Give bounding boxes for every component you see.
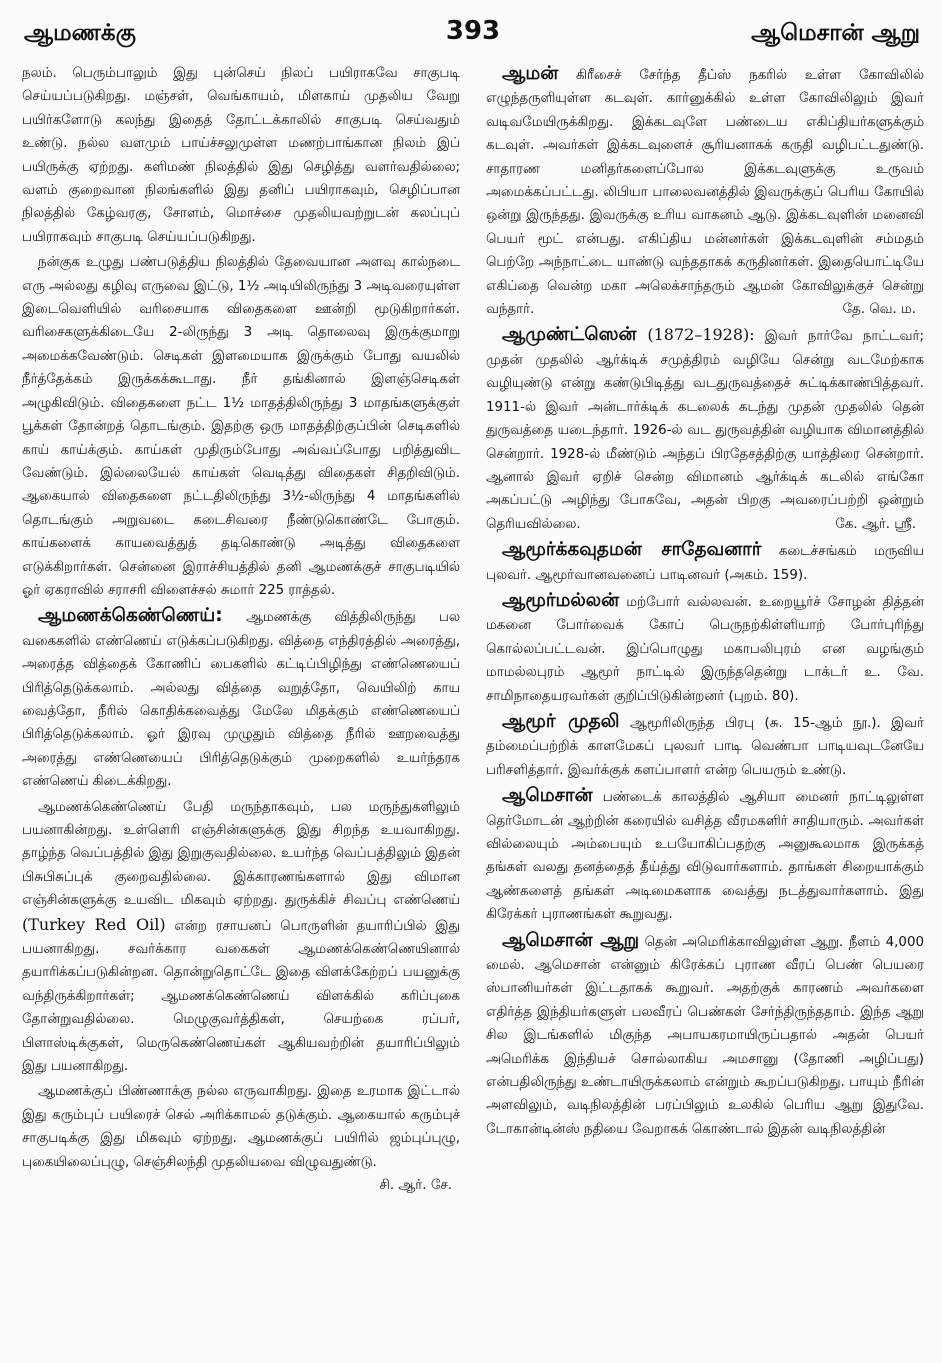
page-header	[22, 14, 924, 62]
paragraph-text: ஆமணக்கெண்ணெய் பேதி மருந்தாகவும், பல மருந்துகளிலும் பயனாகின்றது. உள்ளெரி எஞ்சின்களுக்கு இது சிறந்த உயவாகிறது. தாழ்ந்த வெப்பத்தில் இது இறுகுவதில்லை. உயர்ந்த வெப்பத்திலும் இதன் பிசுபிசுப்புக் குறைவதில்லை. இக்காரணங்களால் இது விமான எஞ்சின்களுக்கு உயவிட மிகவும் ஏற்றது. துருக்கிச் சிவப்பு எண்ணெய்	[22, 799, 460, 909]
paragraph-text: ஆமணக்குப் பிண்ணாக்கு நல்ல எருவாகிறது. இதை உரமாக இட்டால் இது கரும்புப் பயிரைச் செல் அரிக்காமல் தடுக்கும். ஆகையால் கரும்புச் சாகுபடிக்கு இது மிகவும் ஏற்றது. ஆமணக்குப் பயிரில் ஜம்புப்புழு, புகையிலைப்புழு, செஞ்சிலந்தி முதலியவை விழுவதுண்டு.	[22, 1084, 460, 1170]
entry	[486, 710, 924, 782]
entry-dates: (1872–1928):	[636, 325, 755, 345]
author-signature: சி. ஆர். சே.	[379, 1178, 452, 1194]
entry-heading: ஆமன்	[502, 63, 559, 84]
paragraph	[22, 1080, 460, 1194]
entry-heading: ஆமெசான் ஆறு	[502, 929, 640, 951]
entry	[486, 929, 924, 1142]
entry-heading: ஆமூர்க்கவுதமன் சாதேவனார்	[502, 539, 762, 561]
running-head-left: ஆமணக்கு	[24, 20, 136, 46]
paragraph: நலம். பெரும்பாலும் இது புன்செய் நிலப் பயிராகவே சாகுபடி செய்யப்படுகிறது. மஞ்சள், வெங்காயம், மிளகாய் முதலிய வேறு பயிர்களோடு கலந்து இதைத் தோட்டக்காலில் சாகுபடி செய்வதும் உண்டு. நல்ல வளமும் பாய்ச்சலுமுள்ள மணற்பாங்கான நிலம் இப் பயிருக்கு ஏற்றது. களிமண் நிலத்தில் இது செழித்து வளர்வதில்லை; வளம் குறைவான நிலங்களில் இது தனிப் பயிராகவும், செழிப்பான நிலத்தில் கேழ்வரகு, சோளம், மொச்சை முதலியவற்றுடன் கலப்புப் பயிராகவும் சாகுபடி செய்யப்படுகிறது.	[22, 66, 460, 245]
entry	[486, 784, 924, 926]
entry-text: தென் அமெரிக்காவிலுள்ள ஆறு. நீளம் 4,000 மைல். ஆமெசான் என்னும் கிரேக்கப் புராண வீரப் பெண் பெயரை ஸ்பானியர்கள் இட்டதாகக் கூறுவர். அதற்குக் காரணம் அவர்களை எதிர்த்த இந்தியர்களுள் பலவீரப் பெண்கள் சேர்ந்திருந்ததாம். இந்த ஆறு சில இடங்களில் மிகுந்த அபாயகரமாயிருப்பதால் அதன் பெயர் அமெரிக்க இந்தியச் சொல்லாகிய அமசானு (தோணி அழிப்பது) என்பதிலிருந்து உண்டாயிருக்கலாம் என்றும் கூறப்படுகிறது. பாயும் நீரின் அளவிலும், வடிநிலத்தின் பரப்பிலும் உலகில் பெரிய ஆறு இதுவே. டோகான்டின்ஸ் நதியை வேறாகக் கொண்டால் இதன் வடிநிலத்தின்	[486, 934, 924, 1137]
entry-text: பண்டைக் காலத்தில் ஆசியா மைனர் நாட்டிலுள்ள தெர்மோடன் ஆற்றின் கரையில் வசித்த வீரமகளிர் சாதியாரும். அவர்கள் வில்லையும் அம்பையும் உபயோகிப்பதற்கு அனுகூலமாக இருக்கத் தங்கள் வலது தனத்தைத் தீய்த்து விடுவார்களாம். தாங்கள் சிறையாக்கும் ஆண்களைத் தங்கள் அடிமைகளாக வைத்து நடத்துவார்களாம். இது கிரேக்கர் புராணங்கள் கூறுவது.	[486, 790, 924, 923]
latin-term: (Turkey Red Oil)	[22, 914, 166, 934]
running-head-right: ஆமெசான் ஆறு	[751, 20, 920, 46]
author-signature: தே. வெ. ம.	[842, 302, 916, 318]
entry-text: ஆமணக்கு வித்திலிருந்து பல வகைகளில் எண்ணெய் எடுக்கப்படுகிறது. வித்தை எந்திரத்தில் அரைத்து, அரைத்த வித்தைக் கோணிப் பைகளில் கட்டிப்பிழிந்து எண்ணெயைப் பிரித்தெடுக்கலாம். அல்லது வித்தை வறுத்தோ, வெயிலிற் காய வைத்தோ, நீரில் கொதிக்கவைத்து மேலே மிதக்கும் எண்ணெயைப் பிரித்தெடுக்கலாம். ஓர் இரவு முழுதும் வித்தை நீரில் ஊறவைத்து அரைத்து எண்ணெயைப் பிரித்தெடுக்கும் முறைகளில் உயர்ந்தரக எண்ணெய் கிடைக்கிறது.	[22, 610, 460, 790]
entry-text: ஆமூரிலிருந்த பிரபு (சு. 15-ஆம் நூ.). இவர் தம்மைப்பற்றிக் காளமேகப் புலவர் பாடி வெண்பா பாடியவுடனேயே பரிசளித்தார். இவர்க்குக் களப்பாளர் என்ற பெயரும் உண்டு.	[486, 715, 924, 778]
entry-heading: ஆமூர் முதலி	[502, 710, 620, 732]
paragraph-text: என்ற ரசாயனப் பொருளின் தயாரிப்பில் இது பயனாகிறது. சவர்க்கார வகைகள் ஆமணக்கெண்ணெயினால் தயாரிக்கப்படுகின்றன. தொன்றுதொட்டே இதை விளக்கேற்றப் பயனுக்கு வந்திருக்கிறார்கள்; ஆமணக்கெண்ணெய் விளக்கில் கரிப்புகை தோன்றுவதில்லை. மெழுகுவர்த்திகள், செயற்கை ரப்பர், பிளாஸ்டிக்குகள், மெருகெண்ணெய்கள் ஆகியவற்றின் தயாரிப்பிலும் இது பயனாகிறது.	[22, 918, 460, 1075]
entry-heading: ஆமணக்கெண்ணெய்:	[38, 605, 223, 627]
entry-text: இவர் நார்வே நாட்டவர்; முதன் முதலில் ஆர்க்டிக் சமுத்திரம் வழியே சென்று வடமேற்காக வழியுண்டு என்று கண்டுபிடித்து வடதுருவத்தைச் சுட்டிக்காண்பித்தவர். 1911-ல் இவர் அன்டார்க்டிக் கடலைக் கடந்து முதன் முதலில் தென் துருவத்தை யடைந்தார். 1926-ல் வட துருவத்தின் வழியாக விமானத்தில் சென்றார். 1928-ல் மீண்டும் அந்தப் பிரதேசத்திற்கு யாத்திரை சென்றார். ஆனால் இவர் ஏறிச் சென்ற விமானம் ஆர்க்டிக் கடலில் எங்கோ அகப்பட்டு அழிந்து போகவே, அதன் பிறகு அவரைப்பற்றி ஒன்றும் தெரியவில்லை.	[486, 329, 924, 532]
entry	[486, 538, 924, 587]
right-column	[486, 62, 924, 1198]
entry-heading: ஆமெசான்	[502, 785, 593, 807]
entry-heading: ஆமுண்ட்ஸென்	[502, 324, 637, 346]
entry-heading: ஆமூர்மல்லன்	[502, 589, 620, 611]
entry	[486, 323, 924, 536]
page-number: 393	[445, 16, 501, 46]
paragraph: நன்குக உழுது பண்படுத்திய நிலத்தில் தேவையான அளவு கால்நடை எரு அல்லது கழிவு எருவை இட்டு, 1½ அடியிலிருந்து 3 அடிவரையுள்ள இடைவெளியில் வரிசையாக விதைகளை ஊன்றி மூடுகிறார்கள். வரிசைகளுக்கிடையே 2-லிருந்து 3 அடி தொலைவு இருக்குமாறு அமைக்கவேண்டும். செடிகள் இளமையாக இருக்கும் போது வயலில் நீர்த்தேக்கம் இருக்கக்கூடாது. நீர் தங்கினால் இளஞ்செடிகள் அழுகிவிடும். விதைகளை நட்ட 1½ மாதத்திலிருந்து 3 மாதங்களுக்குள் பூக்கள் தோன்றத் தொடங்கும். இதற்கு ஒரு மாதத்திற்குப்பின் செடிகளில் காய் காய்க்கும். காய்கள் முதிரும்போது அவ்வப்போது பறித்துவிட வேண்டும். இல்லையேல் காய்கள் வெடித்து விதைகள் சிதறிவிடும். ஆகையால் விதைகளை நட்டதிலிருந்து 3½-லிருந்து 4 மாதங்களில் தொடங்கும் அறுவடை கடைசிவரை நீண்டுகொண்டே போகும். காய்களைக் காயவைத்துத் தடிகொண்டு அடித்து விதைகளை எடுக்கிறார்கள். சென்னை இராச்சியத்தில் தனி ஆமணக்குச் சாகுபடியில் ஓர் ஏகராவில் சராசரி விளைச்சல் சுமார் 225 ராத்தல்.	[22, 255, 460, 598]
entry	[22, 604, 460, 793]
left-column	[22, 62, 460, 1198]
entry	[486, 589, 924, 708]
entry-text: மற்போர் வல்லவன். உறையூர்ச் சோழன் தித்தன் மகனை போர்வைக் கோப் பெருநற்கிள்ளியாற் போர்புரிந்து கொல்லப்பட்டவன். இப்பொழுது மகாபலிபுரம் என வழங்கும் மாமல்லபுரம் ஆமூர் நாட்டில் இருந்ததென்று டாக்டர் உ. வே. சாமிநாதையரவர்கள் குறிப்பிடுகின்றனர் (புறம். 80).	[486, 594, 924, 704]
author-signature: கே. ஆர். ஸ்ரீ.	[835, 516, 916, 532]
entry	[486, 62, 924, 321]
entry-text: கடைச்சங்கம் மருவிய புலவர். ஆமூர்வானவனைப் பாடினவர் (அகம். 159).	[486, 544, 924, 583]
entry-text: கிரீசைச் சேர்ந்த தீப்ஸ் நகரில் உள்ள கோவிலில் எழுந்தருளியுள்ள கடவுள். கார்னுக்கில் உள்ள கோவிலிலும் இவர் வடிவமேயிருக்கிறது. இக்கடவுளே பண்டைய எகிப்தியர்களுக்கும் கடவுள். அவர்கள் இக்கடவுளைச் சூரியனாகக் கருதி வழிபட்டதுண்டு. சாதாரண மனிதர்களைப்போல இக்கடவுளுக்கு உருவம் அமைக்கப்பட்டது. லிபியா பாலைவனத்தில் இவருக்குப் பெரிய கோயில் ஒன்று இருந்தது. இவருக்கு உரிய வாகனம் ஆடு. இக்கடவுளின் மனைவி பெயர் மூட் என்பது. எகிப்திய மன்னர்கள் இக்கடவுளின் சம்மதம் பெற்றே அந்நாட்டை யாண்டு வந்ததாகக் கருதினர்கள். இதையொட்டியே எகிப்தை வென்ற மகா அலெக்சாந்தரும் ஆமன் கோவிலுக்குச் சென்று வந்தார்.	[486, 68, 924, 318]
two-column-body	[22, 62, 924, 1198]
paragraph	[22, 796, 460, 1079]
